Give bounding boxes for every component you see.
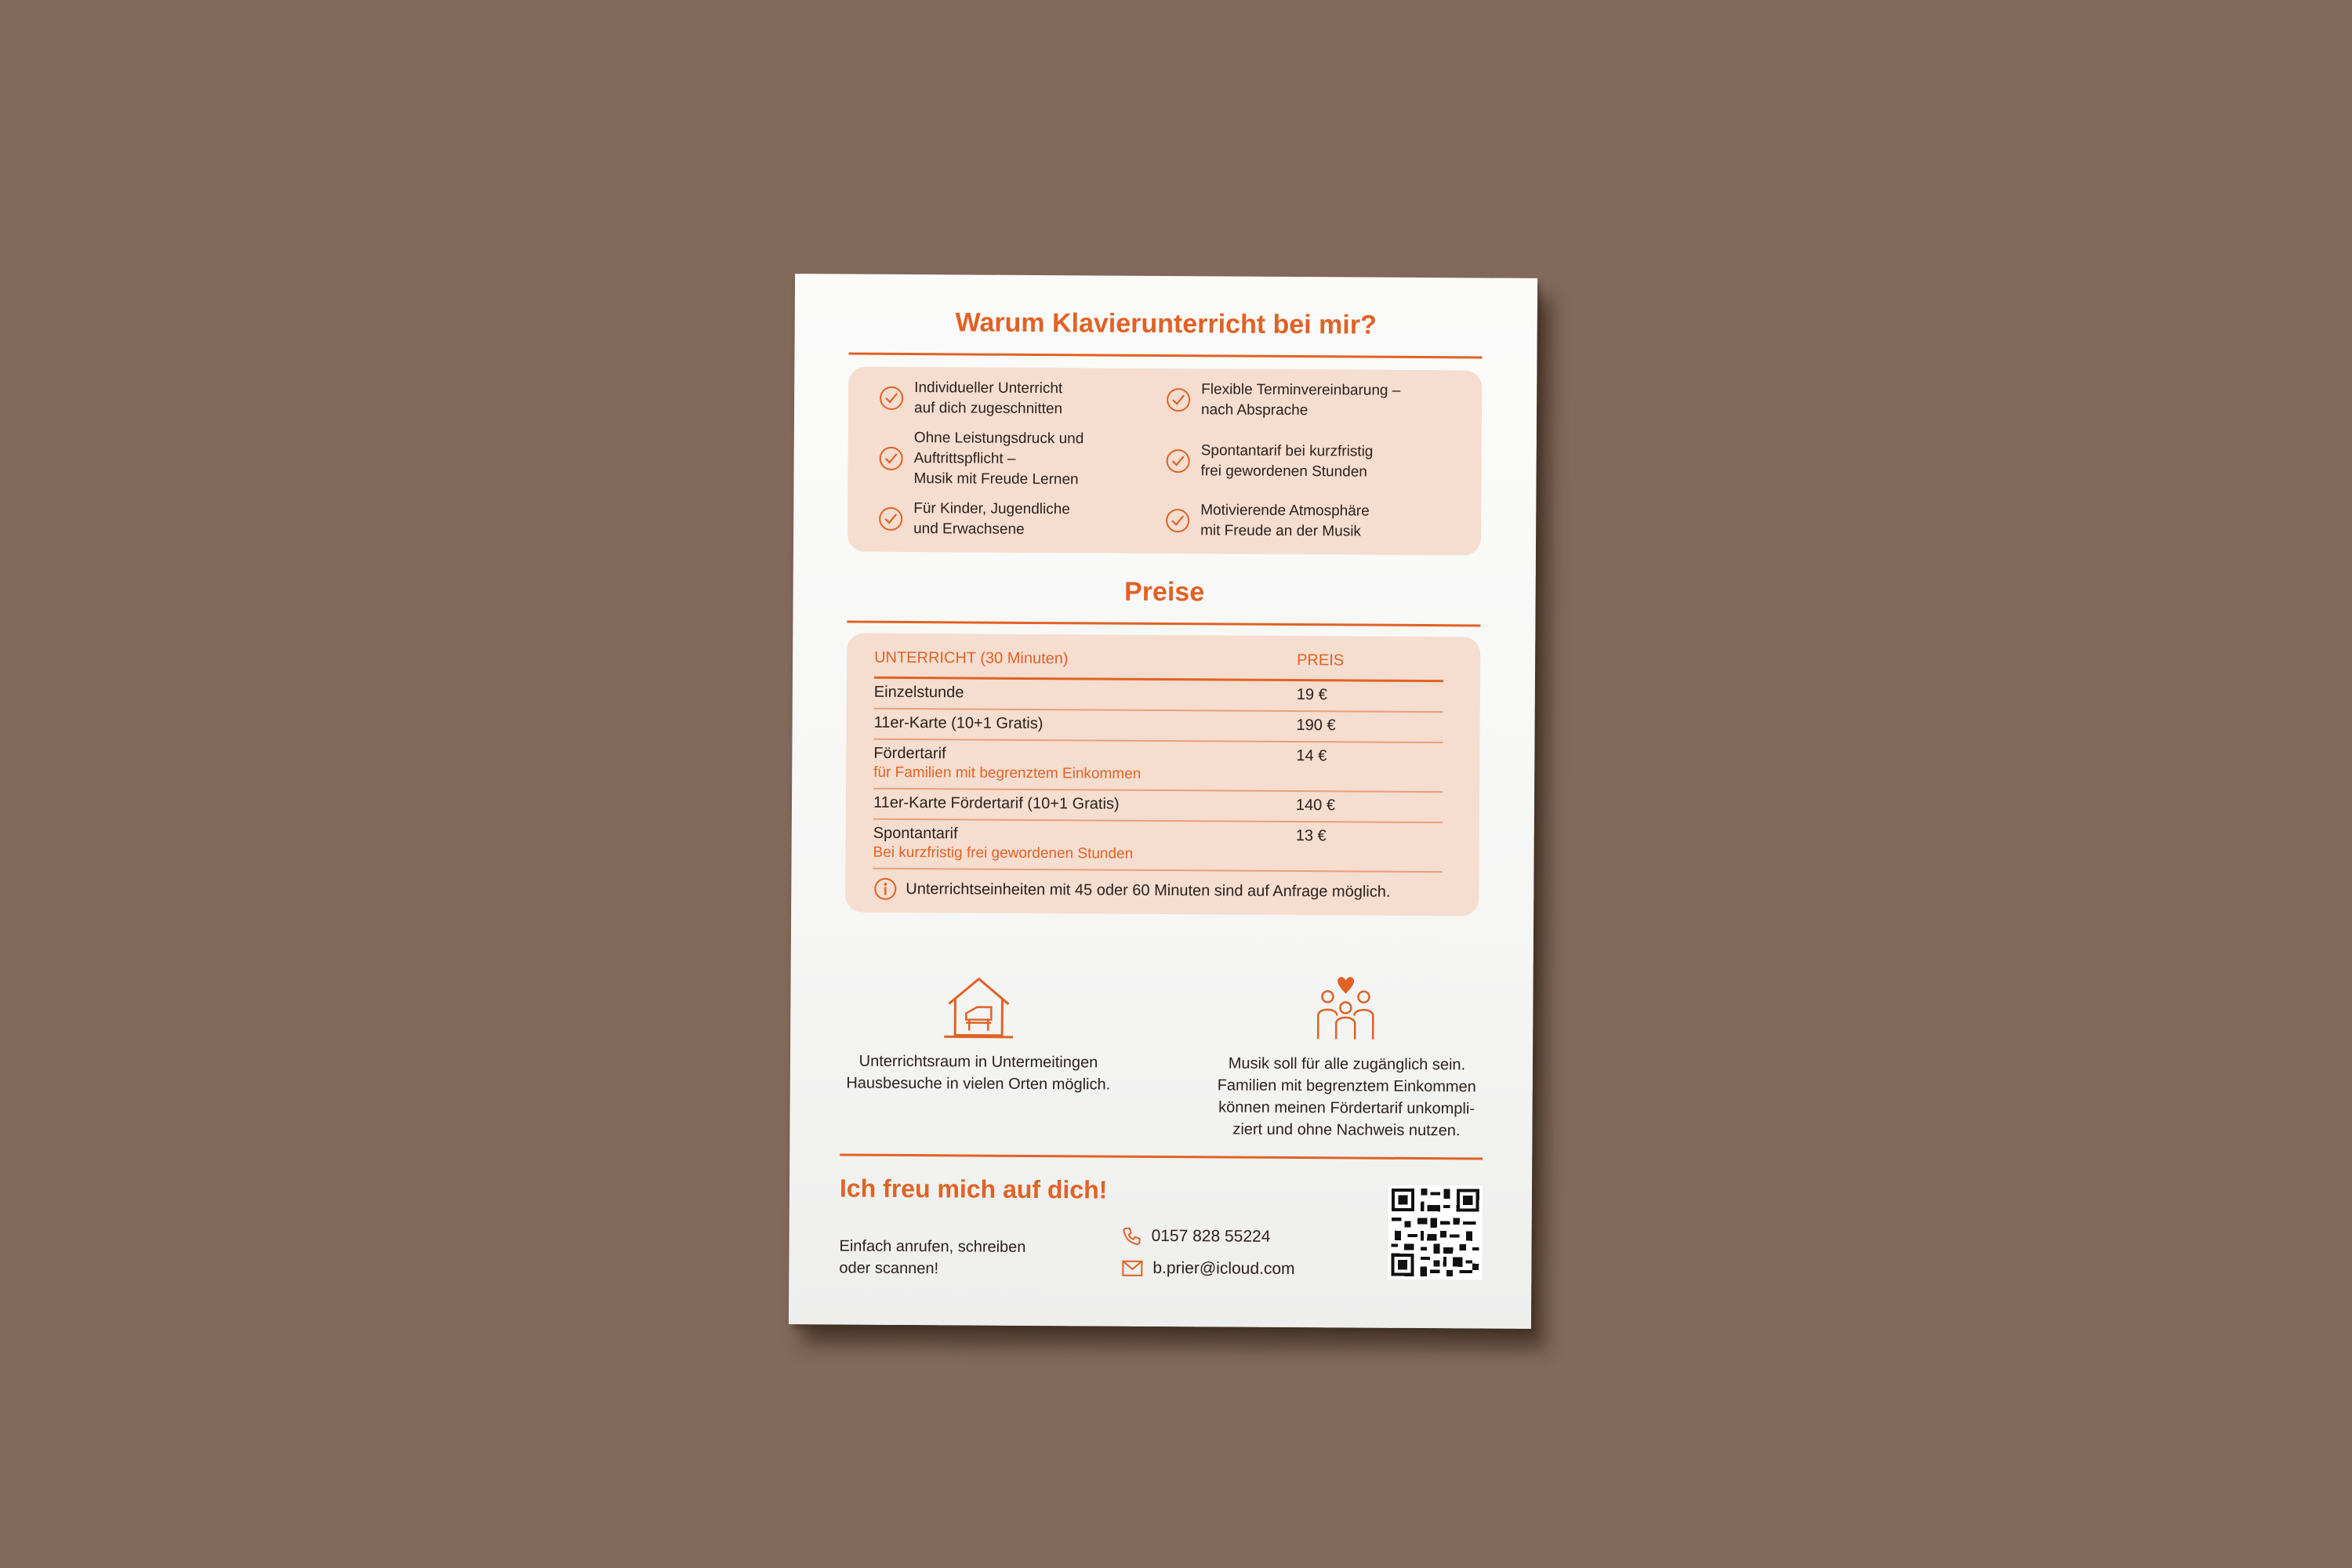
price-note-text: Unterrichtseinheiten mit 45 oder 60 Minuten sind auf Anfrage möglich.: [906, 880, 1391, 901]
flyer: [789, 274, 1537, 1329]
check-circle-icon: [878, 385, 905, 412]
phone-icon: [1122, 1226, 1142, 1247]
table-row: [874, 679, 1443, 713]
check-circle-icon: [877, 506, 904, 532]
check-circle-icon: [1165, 448, 1192, 474]
email-contact[interactable]: [1121, 1259, 1294, 1279]
row-subtitle: Bei kurzfristig frei gewordenen Stunden: [873, 844, 1134, 862]
benefits-rule: [848, 353, 1482, 359]
benefit-item: [878, 378, 1062, 419]
benefit-text: Individueller Unterricht auf dich zugeschnitten: [913, 379, 1063, 418]
benefits-panel: [848, 367, 1482, 556]
prices-rule: [847, 621, 1480, 627]
row-price: 19 €: [1296, 686, 1327, 704]
column-price: PREIS: [1297, 652, 1345, 670]
phone-contact[interactable]: [1122, 1226, 1271, 1247]
footer-rule: [840, 1153, 1483, 1160]
table-row: [873, 740, 1443, 793]
prices-title: Preise: [1123, 576, 1205, 608]
benefit-item: [1164, 500, 1370, 543]
family-heart-icon: [1314, 976, 1377, 1042]
row-label: 11er-Karte (10+1 Gratis): [873, 713, 1044, 733]
info-icon: [873, 877, 898, 902]
check-circle-icon: [1165, 387, 1192, 413]
row-label: Spontantarif: [873, 824, 958, 843]
qr-code[interactable]: [1388, 1185, 1483, 1280]
benefits-title: Warum Klavierunterricht bei mir?: [955, 307, 1377, 340]
benefit-text: Für Kinder, Jugendliche und Erwachsene: [913, 500, 1070, 538]
column-lesson: UNTERRICHT (30 Minuten): [874, 648, 1069, 668]
row-price: 14 €: [1296, 747, 1327, 765]
row-label: Fördertarif: [873, 744, 946, 763]
benefit-item: [877, 499, 1070, 540]
benefit-item: [1165, 379, 1400, 422]
row-price: 140 €: [1295, 797, 1336, 815]
price-table-header: [874, 643, 1443, 682]
table-row: [873, 820, 1442, 873]
email-address[interactable]: b.prier@icloud.com: [1152, 1258, 1295, 1279]
benefit-item: [877, 428, 1083, 491]
benefit-text: Flexible Terminvereinbarung – nach Absprache: [1200, 381, 1401, 419]
footer-headline: Ich freu mich auf dich!: [839, 1174, 1108, 1204]
price-table: [873, 643, 1443, 873]
row-label: Einzelstunde: [873, 683, 964, 702]
row-price: 190 €: [1296, 717, 1336, 735]
table-row: [873, 710, 1443, 743]
location-text: Unterrichtsraum in Untermeitingen Hausbesuche in vielen Orten möglich.: [846, 1052, 1111, 1094]
row-subtitle: für Familien mit begrenztem Einkommen: [873, 764, 1142, 782]
benefit-text: Motivierende Atmosphäre mit Freude an der Musik: [1200, 502, 1370, 540]
check-circle-icon: [1164, 507, 1191, 534]
check-circle-icon: [878, 445, 905, 472]
table-row: [873, 789, 1443, 823]
footer-cta: Einfach anrufen, schreiben oder scannen!: [839, 1237, 1026, 1278]
row-price: 13 €: [1295, 827, 1327, 845]
benefit-text: Ohne Leistungsdruck und Auftrittspflicht – Musik mit Freude Lernen: [913, 430, 1084, 488]
access-text: Musik soll für alle zugänglich sein. Familien mit begrenztem Einkommen können meinen Fördertarif unkompli- ziert und ohne Nachweis nutzen.: [1217, 1054, 1476, 1140]
row-label: 11er-Karte Fördertarif (10+1 Gratis): [873, 793, 1120, 813]
price-note: [873, 877, 1390, 905]
benefit-text: Spontantarif bei kurzfristig frei gewordenen Stunden: [1200, 442, 1374, 481]
mail-icon: [1121, 1260, 1143, 1277]
piano-house-icon: [942, 974, 1015, 1042]
phone-number[interactable]: 0157 828 55224: [1151, 1226, 1271, 1246]
benefit-item: [1164, 441, 1373, 483]
